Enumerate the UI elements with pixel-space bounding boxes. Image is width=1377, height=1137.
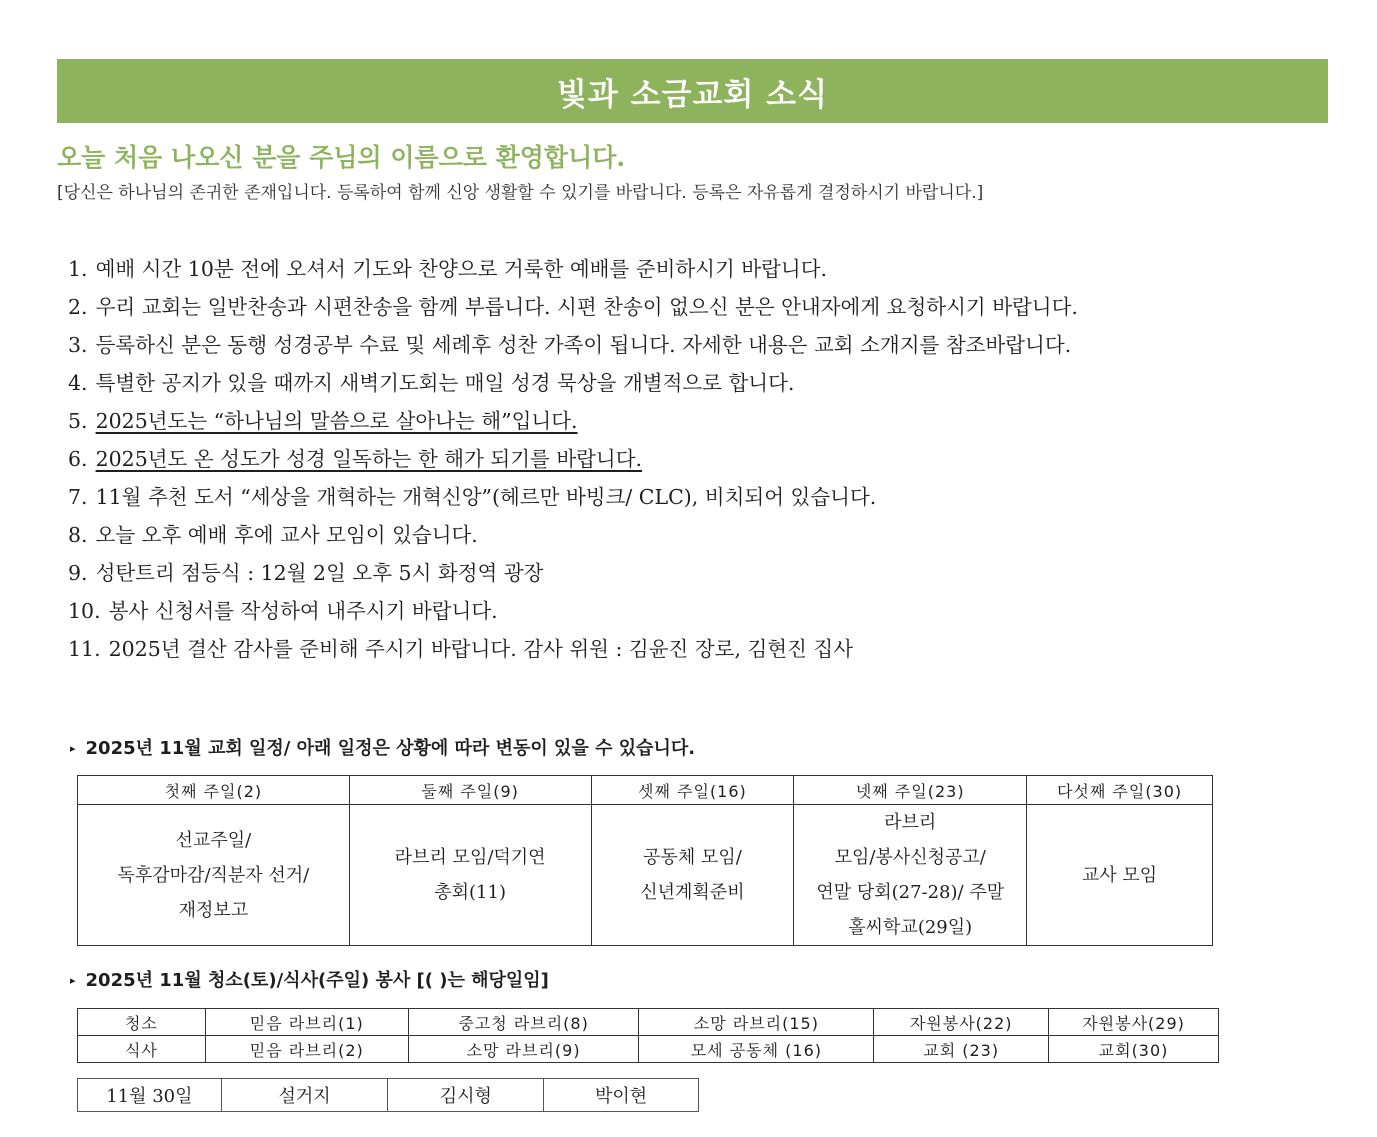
schedule-row [78, 805, 1213, 946]
notice-item: 9. 성탄트리 점등식 : 12월 2일 오후 5시 화정역 광장 [68, 561, 544, 585]
schedule-column-header: 다섯째 주일(30) [1027, 776, 1213, 805]
service-cell: 모세 공동체 (16) [639, 1036, 874, 1063]
schedule-cell: 라브리 모임/봉사신청공고/ 연말 당회(27-28)/ 주말 홀씨학교(29일) [794, 805, 1027, 946]
service-cell: 믿음 라브리(1) [205, 1009, 408, 1036]
bullet-arrow-icon: ▸ [70, 974, 76, 987]
notice-text: 예배 시간 10분 전에 오셔서 기도와 찬양으로 거룩한 예배를 준비하시기 바랍니다. [95, 257, 828, 281]
service-row-label: 식사 [78, 1036, 206, 1063]
notice-text: 2025년도 온 성도가 성경 일독하는 한 해가 되기를 바랍니다. [95, 447, 643, 471]
schedule-column-header: 넷째 주일(23) [794, 776, 1027, 805]
dish-duty-person: 김시형 [388, 1079, 544, 1112]
dish-duty-row [78, 1079, 699, 1112]
schedule-cell: 공동체 모임/ 신년계획준비 [591, 805, 794, 946]
service-cell: 소망 라브리(15) [639, 1009, 874, 1036]
notice-item: 7. 11월 추천 도서 “세상을 개혁하는 개혁신앙”(헤르만 바빙크/ CLC), 비치되어 있습니다. [68, 485, 877, 509]
notice-text: 2025년도는 “하나님의 말씀으로 살아나는 해”입니다. [95, 409, 578, 433]
service-cell: 교회 (23) [874, 1036, 1049, 1063]
notice-item: 8. 오늘 오후 예배 후에 교사 모임이 있습니다. [68, 523, 478, 547]
dish-duty-date: 11월 30일 [78, 1079, 222, 1112]
schedule-column-header: 둘째 주일(9) [349, 776, 591, 805]
schedule-cell: 라브리 모임/덕기연 총회(11) [349, 805, 591, 946]
schedule-cell: 선교주일/ 독후감마감/직분자 선거/ 재정보고 [78, 805, 350, 946]
service-row [78, 1036, 1219, 1063]
dish-duty-person: 박이현 [544, 1079, 699, 1112]
notice-item: 10. 봉사 신청서를 작성하여 내주시기 바랍니다. [68, 599, 498, 623]
welcome-message: 오늘 처음 나오신 분을 주님의 이름으로 환영합니다. [57, 143, 626, 172]
schedule-header-row [78, 776, 1213, 805]
notice-list [68, 250, 1328, 668]
service-cell: 자원봉사(22) [874, 1009, 1049, 1036]
service-row-label: 청소 [78, 1009, 206, 1036]
notice-text: 특별한 공지가 있을 때까지 새벽기도회는 매일 성경 묵상을 개별적으로 합니다. [95, 371, 795, 395]
notice-item: 1. 예배 시간 10분 전에 오셔서 기도와 찬양으로 거룩한 예배를 준비하시기 바랍니다. [68, 257, 828, 281]
notice-text: 11월 추천 도서 “세상을 개혁하는 개혁신앙”(헤르만 바빙크/ CLC), 비치되어 있습니다. [95, 485, 877, 509]
schedule-column-header: 셋째 주일(16) [591, 776, 794, 805]
dish-duty-table [77, 1078, 699, 1112]
notice-text: 등록하신 분은 동행 성경공부 수료 및 세례후 성찬 가족이 됩니다. 자세한 내용은 교회 소개지를 참조바랍니다. [95, 333, 1072, 357]
notice-item: 11. 2025년 결산 감사를 준비해 주시기 바랍니다. 감사 위원 : 김윤진 장로, 김현진 집사 [68, 637, 854, 661]
service-cell: 중고청 라브리(8) [408, 1009, 639, 1036]
notice-text: 우리 교회는 일반찬송과 시편찬송을 함께 부릅니다. 시편 찬송이 없으신 분은 안내자에게 요청하시기 바랍니다. [95, 295, 1078, 319]
service-cell: 믿음 라브리(2) [205, 1036, 408, 1063]
service-row [78, 1009, 1219, 1036]
service-cell: 자원봉사(29) [1049, 1009, 1219, 1036]
bullet-arrow-icon: ▸ [70, 742, 76, 755]
schedule-table [77, 775, 1213, 946]
service-cell: 소망 라브리(9) [408, 1036, 639, 1063]
schedule-cell: 교사 모임 [1027, 805, 1213, 946]
notice-item: 4. 특별한 공지가 있을 때까지 새벽기도회는 매일 성경 묵상을 개별적으로 합니다. [68, 371, 795, 395]
welcome-subnote: [당신은 하나님의 존귀한 존재입니다. 등록하여 함께 신앙 생활할 수 있기를 바랍니다. 등록은 자유롭게 결정하시기 바랍니다.] [57, 183, 984, 203]
notice-text: 오늘 오후 예배 후에 교사 모임이 있습니다. [95, 523, 478, 547]
service-table [77, 1008, 1219, 1063]
schedule-heading: ▸ 2025년 11월 교회 일정/ 아래 일정은 상황에 따라 변동이 있을 수 있습니다. [70, 738, 696, 759]
notice-item: 6. 2025년도 온 성도가 성경 일독하는 한 해가 되기를 바랍니다. [68, 447, 643, 471]
notice-item: 5. 2025년도는 “하나님의 말씀으로 살아나는 해”입니다. [68, 409, 578, 433]
notice-item: 3. 등록하신 분은 동행 성경공부 수료 및 세례후 성찬 가족이 됩니다. 자세한 내용은 교회 소개지를 참조바랍니다. [68, 333, 1072, 357]
service-cell: 교회(30) [1049, 1036, 1219, 1063]
title-banner [57, 59, 1328, 123]
notice-text: 2025년 결산 감사를 준비해 주시기 바랍니다. 감사 위원 : 김윤진 장로, 김현진 집사 [108, 637, 854, 661]
notice-text: 성탄트리 점등식 : 12월 2일 오후 5시 화정역 광장 [95, 561, 544, 585]
page-title: 빛과 소금교회 소식 [556, 76, 829, 113]
service-heading: ▸ 2025년 11월 청소(토)/식사(주일) 봉사 [( )는 해당일임] [70, 970, 549, 991]
notice-text: 봉사 신청서를 작성하여 내주시기 바랍니다. [108, 599, 498, 623]
dish-duty-task: 설거지 [221, 1079, 388, 1112]
notice-item: 2. 우리 교회는 일반찬송과 시편찬송을 함께 부릅니다. 시편 찬송이 없으신 분은 안내자에게 요청하시기 바랍니다. [68, 295, 1078, 319]
schedule-column-header: 첫째 주일(2) [78, 776, 350, 805]
